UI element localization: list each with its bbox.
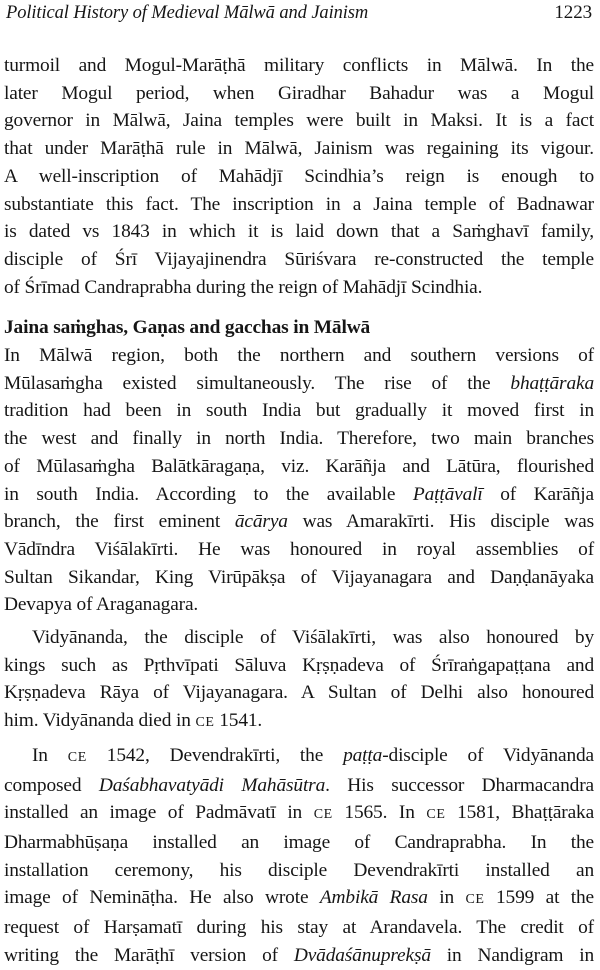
- text-line: that under Marāṭhā rule in Mālwā, Jainism was regaining its vigour.: [4, 138, 594, 160]
- text-line: tradition had been in south India but gradually it moved first in: [4, 400, 594, 422]
- paragraph-mulasamgha: [4, 342, 594, 619]
- paragraph-maratha-rule: [4, 52, 594, 301]
- text-line: of Mūlasaṁgha Balātkāragaṇa, viz. Karāñja and Lātūra, flourished: [4, 455, 594, 477]
- italic-term: Paṭṭāvalī: [412, 483, 483, 505]
- text-line: Devapya of Araganagara.: [4, 594, 199, 616]
- paragraph-vidyananda: [4, 624, 594, 737]
- text-line: Kṛṣṇadeva Rāya of Vijayanagara. A Sultan of Delhi also honoured: [4, 682, 594, 704]
- text-line: later Mogul period, when Giradhar Bahadur was a Mogul: [4, 82, 594, 104]
- text-line: Vādīndra Viśālakīrti. He was honoured in royal assemblies of: [4, 538, 594, 560]
- text-line: installation ceremony, his disciple Devendrakīrti installed an: [4, 859, 594, 881]
- era-label: CE: [67, 749, 87, 765]
- text-line: A well-inscription of Mahādjī Scindhia’s reign is enough to: [4, 165, 594, 187]
- text-line: governor in Mālwā, Jaina temples were built in Maksi. It is a fact: [4, 110, 594, 132]
- paragraph-devendrakirti: [4, 742, 594, 970]
- page-body: [4, 52, 594, 970]
- text-line: the west and finally in north India. Therefore, two main branches: [4, 428, 594, 450]
- italic-term: paṭṭa: [343, 744, 383, 766]
- text-line: request of Harṣamatī during his stay at Arandavela. The credit of: [4, 917, 594, 939]
- text-line: writing the Marāṭhī version of Dvādaśānuprekṣā in Nandigram in: [4, 944, 595, 966]
- text-line: turmoil and Mogul-Marāṭhā military conflicts in Mālwā. In the: [4, 55, 594, 76]
- italic-term: Daśabhavatyādi Mahāsūtra: [98, 774, 326, 796]
- text-line: is dated vs 1843 in which it is laid down that a Saṁghavī family,: [4, 221, 594, 243]
- text-line: Vidyānanda, the disciple of Viśālakīrti, was also honoured by: [32, 627, 594, 649]
- text-line: In Mālwā region, both the northern and southern versions of: [4, 345, 594, 367]
- text-line: In CE 1542, Devendrakīrti, the paṭṭa-disciple of Vidyānanda: [32, 744, 594, 766]
- text-line: Sultan Sikandar, King Virūpākṣa of Vijayanagara and Daṇḍanāyaka: [4, 566, 594, 588]
- text-line: in south India. According to the available Paṭṭāvalī of Karāñja: [4, 483, 594, 505]
- text-line: Dharmabhūṣaṇa installed an image of Candraprabha. In the: [4, 831, 594, 853]
- era-label: CE: [313, 807, 333, 823]
- page-number: 1223: [554, 2, 592, 23]
- italic-term: ācārya: [234, 511, 288, 533]
- era-label: CE: [426, 807, 446, 823]
- text-line: kings such as Pṛthvīpati Sāluva Kṛṣṇadeva of Śrīraṅgapaṭṭana and: [4, 654, 594, 676]
- running-header: [6, 2, 592, 34]
- text-line: him. Vidyānanda died in CE 1541.: [4, 710, 263, 732]
- text-line: Mūlasaṁgha existed simultaneously. The rise of the bhaṭṭāraka: [4, 372, 595, 394]
- text-line: installed an image of Padmāvatī in CE 1565. In CE 1581, Bhaṭṭāraka: [4, 802, 595, 824]
- italic-term: bhaṭṭāraka: [510, 372, 595, 394]
- italic-term: Ambikā Rasa: [319, 887, 428, 909]
- text-line: of Śrīmad Candraprabha during the reign of Mahādjī Scindhia.: [4, 276, 483, 298]
- section-heading: Jaina saṁghas, Gaṇas and gacchas in Mālwā: [4, 317, 371, 339]
- text-line: composed Daśabhavatyādi Mahāsūtra. His successor Dharmacandra: [4, 774, 594, 796]
- running-title: Political History of Medieval Mālwā and Jainism: [6, 3, 369, 23]
- text-line: substantiate this fact. The inscription in a Jaina temple of Badnawar: [4, 193, 594, 215]
- text-line: image of Nemināṭha. He also wrote Ambikā Rasa in CE 1599 at the: [4, 887, 594, 909]
- era-label: CE: [195, 715, 215, 731]
- italic-term: Dvādaśānuprekṣā: [293, 944, 431, 966]
- era-label: CE: [465, 892, 485, 908]
- text-line: disciple of Śrī Vijayajinendra Sūriśvara re-constructed the temple: [4, 248, 594, 270]
- text-line: branch, the first eminent ācārya was Amarakīrti. His disciple was: [4, 511, 594, 533]
